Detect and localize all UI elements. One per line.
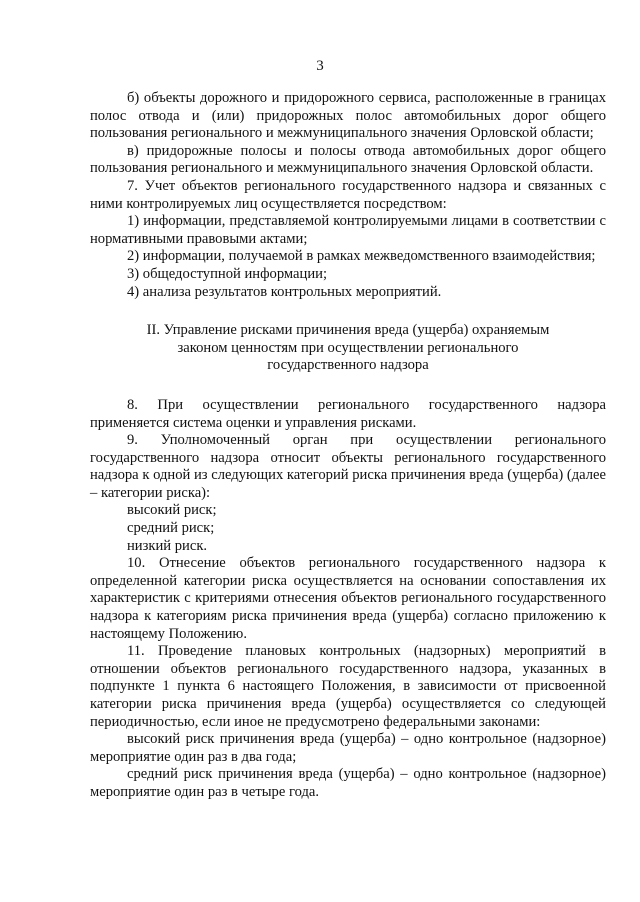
paragraph-clause-8: 8. При осуществлении регионального государственного надзора применяется система оценки и управления рисками. — [90, 396, 606, 431]
paragraph-clause-7: 7. Учет объектов регионального государственного надзора и связанных с ними контролируемых лиц осуществляется посредством: — [90, 177, 606, 212]
paragraph-subitem-3: 3) общедоступной информации; — [127, 265, 328, 282]
section-heading — [90, 322, 606, 375]
paragraph-clause-10: 10. Отнесение объектов регионального государственного надзора к определенной категории риска осуществляется на основании сопоставления их характеристик с критериями отнесения объектов регионального государственного надзора к категориям риска причинения вреда (ущерба) согласно приложению к настоящему Положению. — [90, 555, 606, 642]
risk-category-high: высокий риск; — [127, 502, 217, 519]
periodicity-high-risk: высокий риск причинения вреда (ущерба) – одно контрольное (надзорное) мероприятие один раз в два года; — [90, 731, 606, 765]
risk-category-medium: средний риск; — [127, 520, 215, 537]
section-heading-line: II. Управление рисками причинения вреда (ущерба) охраняемым — [146, 322, 550, 339]
paragraph-subitem-1: 1) информации, представляемой контролируемыми лицами в соответствии с нормативными правовыми актами; — [90, 213, 606, 247]
paragraph-subitem-2: 2) информации, получаемой в рамках межведомственного взаимодействия; — [127, 248, 596, 265]
section-heading-line: государственного надзора — [267, 357, 429, 374]
risk-category-low: низкий риск. — [127, 537, 208, 554]
periodicity-medium-risk: средний риск причинения вреда (ущерба) – одно контрольное (надзорное) мероприятие один раз в четыре года. — [90, 766, 606, 800]
paragraph-clause-11: 11. Проведение плановых контрольных (надзорных) мероприятий в отношении объектов регионального государственного надзора, указанных в подпункте 1 пункта 6 настоящего Положения, в зависимости от присвоенной категории риска причинения вреда (ущерба) осуществляется со следующей периодичностью, если иное не предусмотрено федеральными законами: — [90, 643, 606, 730]
paragraph-clause-9: 9. Уполномоченный орган при осуществлении регионального государственного надзора относит объекты регионального государственного надзора к одной из следующих категорий риска причинения вреда (ущерба) (далее – категории риска): — [90, 432, 606, 501]
paragraph-item-b: б) объекты дорожного и придорожного сервиса, расположенные в границах полос отвода и (или) придорожных полос автомобильных дорог общего пользования регионального и межмуниципального значения Орловской области; — [90, 90, 606, 142]
paragraph-subitem-4: 4) анализа результатов контрольных мероприятий. — [127, 283, 442, 300]
document-body — [90, 90, 606, 802]
paragraph-item-v: в) придорожные полосы и полосы отвода автомобильных дорог общего пользования регионального и межмуниципального значения Орловской области. — [90, 142, 606, 177]
section-heading-line: законом ценностям при осуществлении регионального — [177, 339, 519, 356]
page-number: 3 — [316, 58, 324, 74]
